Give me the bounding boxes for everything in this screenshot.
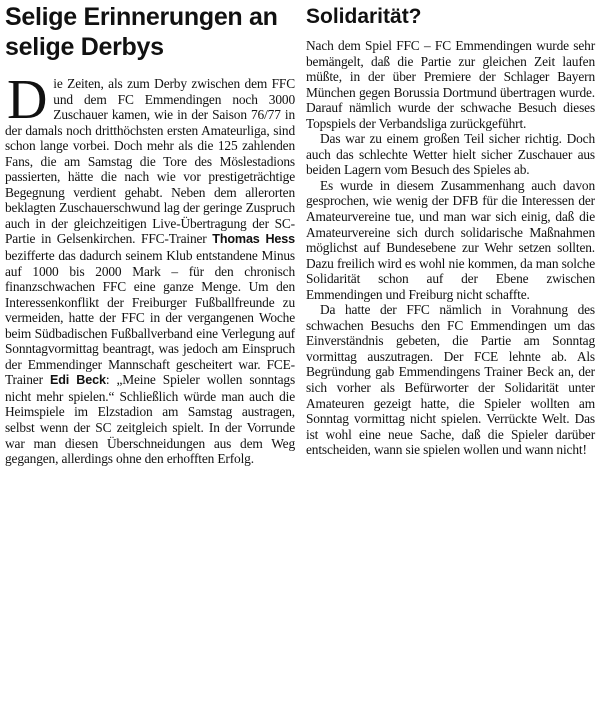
article-headline: Selige Erinnerungen an selige Derbys bbox=[5, 3, 278, 61]
sidebar-subhead: Solidarität? bbox=[306, 5, 422, 28]
person-name-hess: Thomas Hess bbox=[212, 232, 295, 247]
sidebar-paragraph-3: Es wurde in diesem Zusammenhang auch davon gesprochen, wie wenig der DFB für die Interessen der Amateurvereine tue, und man war sich einig, daß die Amateurvereine sich durch solidarische Maßnahmen möglichst auf Bundesebene zur Wehr setzen sollten. Dazu freilich wird es wohl nie kommen, da man solche Solidarität schon auf der Ebene zwischen Emmendingen und Freiburg nicht schaffte. bbox=[306, 177, 595, 302]
article-text-part-2: bezifferte das dadurch seinem Klub entstandene Minus auf 1000 bis 2000 Mark – für den chronisch finanzschwachen FFC eine ganze Menge. Um den Interessenkonflikt der Freiburger Fußballfreunde zu vermeiden, hatte der FFC in der vergangenen Woche beim Südbadischen Fußballverband eine Verlegung auf Sonntagvormittag beantragt, was jedoch am Einspruch der Emmendinger Mannschaft gescheitert war. FCE-Trainer bbox=[5, 248, 295, 388]
drop-cap: D bbox=[7, 69, 48, 131]
article-body-column bbox=[5, 69, 296, 467]
sidebar-commentary-column bbox=[306, 38, 595, 458]
article-paragraph bbox=[5, 69, 296, 467]
sidebar-paragraph-1: Nach dem Spiel FFC – FC Emmendingen wurde sehr bemängelt, daß die Partie zur gleichen Zeit laufen müßte, in der über Premiere der Schlager Bayern München gegen Borussia Dortmund übertragen wurde. Darauf nämlich wurde der schwache Besuch dieses Topspiels der Verbandsliga zurückgeführt. bbox=[306, 38, 595, 131]
person-name-beck: Edi Beck bbox=[49, 373, 106, 388]
sidebar-paragraph-2: Das war zu einem großen Teil sicher richtig. Doch auch das schlechte Wetter hielt sicher Zuschauer aus beiden Lagern vom Besuch des Spieles ab. bbox=[306, 131, 595, 178]
article-text-part-3: : „Meine Spieler wollen sonntags nicht mehr spielen.“ Schließlich würde man auch die Heimspiele im Elzstadion am Samstag austragen, selbst wenn der SC zeitgleich spielt. In der Vorrunde war man diesen Überschneidungen aus dem Weg gegangen, allerdings ohne den erhofften Erfolg. bbox=[5, 372, 296, 467]
sidebar-paragraph-4: Da hatte der FFC nämlich in Vorahnung des schwachen Besuchs den FC Emmendingen um das Einverständnis gebeten, die Partie am Sonntag vormittag auszutragen. Der FCE lehnte ab. Als Begründung gab Emmendingens Trainer Beck an, der sich vorher als Befürworter der Solidarität unter Amateuren gezeigt hatte, die Spieler wollten am Sonntag vormittag nicht spielen. Verrückte Welt. Das ist wohl eine neue Sache, daß die Spieler darüber entscheiden, wann sie spielen wollen und wann nicht! bbox=[306, 302, 595, 458]
article-text-part-1: ie Zeiten, als zum Derby zwischen dem FFC und dem FC Emmendingen noch 3000 Zuschauer kamen, wie in der Saison 76/77 in der damals noch dritthöchsten ersten Amateurliga, sind schon lange vorbei. Doch mehr als die 125 zahlenden Fans, die am Samstag die Tore des Möslestadions passierten, hätte die nach wie vor prestigeträchtige Begegnung verdient gehabt. Neben dem allerorten beklagten Zuschauerschwund lag der geringe Zuspruch auch in der gleichzeitigen Live-Übertragung der SC-Partie in Gelsenkirchen. FFC-Trainer bbox=[5, 76, 295, 247]
